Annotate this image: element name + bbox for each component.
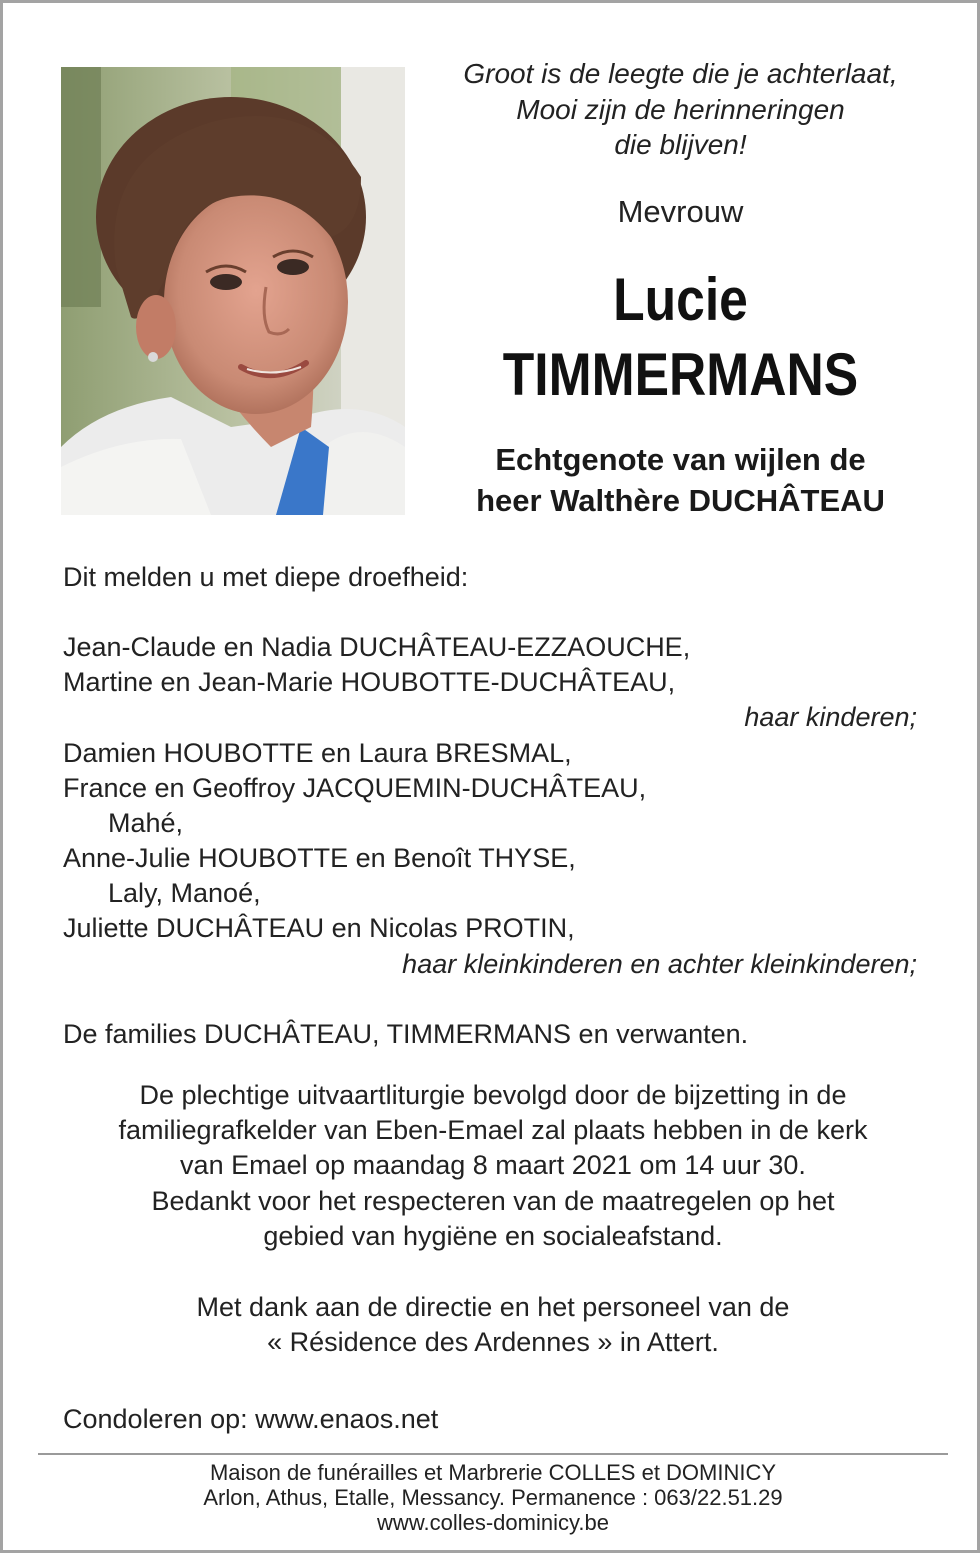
verse-line: die blijven!: [614, 129, 747, 160]
child-entry: Martine en Jean-Marie HOUBOTTE-DUCHÂTEAU,: [63, 667, 676, 697]
footer-divider: [38, 1453, 948, 1455]
ceremony-line: gebied van hygiëne en socialeafstand.: [263, 1221, 723, 1251]
ceremony-line: Bedankt voor het respecteren van de maatregelen op het: [151, 1186, 835, 1216]
portrait-illustration: [61, 67, 405, 515]
ceremony-line: familiegrafkelder van Eben-Emael zal plaats hebben in de kerk: [118, 1115, 868, 1145]
condolences-text: Condoleren op: www.enaos.net: [63, 1404, 439, 1434]
thanks-line: Met dank aan de directie en het personeel van de: [196, 1292, 790, 1322]
families-text: De families DUCHÂTEAU, TIMMERMANS en verwanten.: [63, 1019, 749, 1049]
funeral-home-website: www.colles-dominicy.be: [377, 1510, 609, 1535]
funeral-home-contact: Arlon, Athus, Etalle, Messancy. Permanence : 063/22.51.29: [203, 1485, 783, 1510]
deceased-first-name: Lucie: [613, 266, 748, 333]
grandchildren-label: haar kleinkinderen en achter kleinkinderen;: [402, 949, 917, 979]
verse-line: Mooi zijn de herinneringen: [516, 94, 845, 125]
great-grandchild-entry: Mahé,: [108, 808, 184, 838]
portrait-photo: [61, 67, 405, 515]
great-grandchild-entry: Laly, Manoé,: [108, 878, 261, 908]
children-label: haar kinderen;: [744, 702, 917, 732]
thanks-line: « Résidence des Ardennes » in Attert.: [267, 1327, 719, 1357]
grandchild-entry: Damien HOUBOTTE en Laura BRESMAL,: [63, 738, 572, 768]
spouse-line: heer Walthère DUCHÂTEAU: [476, 483, 885, 518]
funeral-home-name: Maison de funérailles et Marbrerie COLLES et DOMINICY: [209, 1460, 777, 1485]
announcement-text: Dit melden u met diepe droefheid:: [63, 562, 469, 592]
spouse-line: Echtgenote van wijlen de: [495, 442, 866, 477]
verse-line: Groot is de leegte die je achterlaat,: [463, 58, 898, 89]
grandchild-entry: Anne-Julie HOUBOTTE en Benoît THYSE,: [63, 843, 576, 873]
child-entry: Jean-Claude en Nadia DUCHÂTEAU-EZZAOUCHE,: [63, 632, 691, 662]
grandchild-entry: Juliette DUCHÂTEAU en Nicolas PROTIN,: [63, 913, 575, 943]
grandchild-entry: France en Geoffroy JACQUEMIN-DUCHÂTEAU,: [63, 773, 647, 803]
ceremony-line: De plechtige uitvaartliturgie bevolgd door de bijzetting in de: [139, 1080, 847, 1110]
deceased-last-name: TIMMERMANS: [502, 341, 859, 408]
ceremony-line: van Emael op maandag 8 maart 2021 om 14 uur 30.: [180, 1150, 806, 1180]
honorific: Mevrouw: [617, 194, 744, 229]
